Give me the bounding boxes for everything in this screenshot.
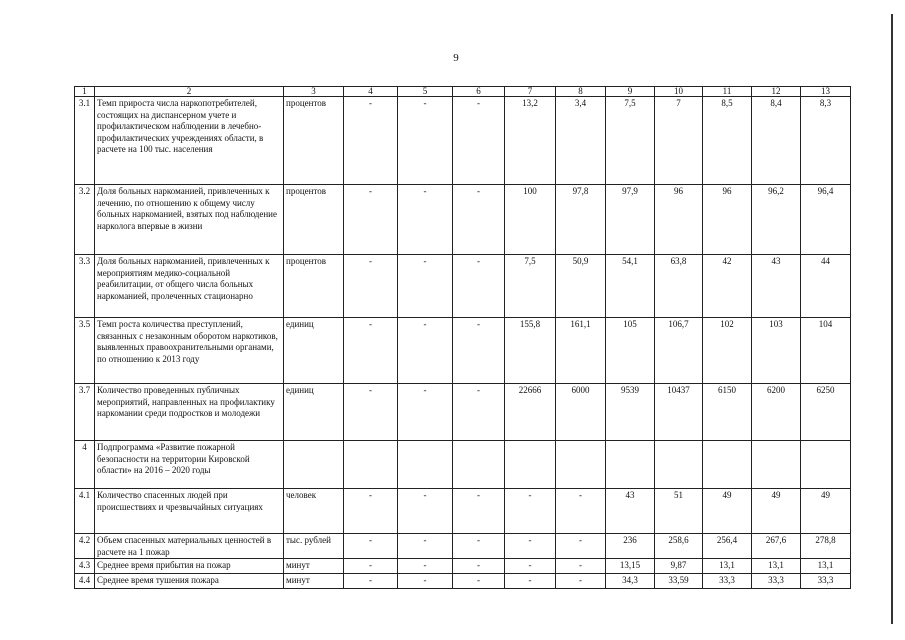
value-cell: -	[453, 574, 505, 589]
value-cell: -	[453, 559, 505, 574]
row-number: 4.1	[75, 489, 95, 534]
value-cell: 13,2	[505, 97, 556, 185]
row-number: 4.3	[75, 559, 95, 574]
value-cell: 96	[655, 185, 703, 255]
value-cell: 10437	[655, 384, 703, 441]
value-cell: 13,15	[606, 559, 655, 574]
value-cell	[505, 441, 556, 489]
value-cell: -	[505, 559, 556, 574]
value-cell	[556, 441, 606, 489]
value-cell: 9539	[606, 384, 655, 441]
value-cell: 258,6	[655, 534, 703, 559]
value-cell: -	[398, 559, 453, 574]
value-cell: 63,8	[655, 255, 703, 318]
header-cell: 9	[606, 87, 655, 97]
value-cell: 6000	[556, 384, 606, 441]
value-cell: -	[453, 534, 505, 559]
header-cell: 2	[95, 87, 284, 97]
value-cell: -	[344, 97, 398, 185]
row-number: 4	[75, 441, 95, 489]
page-number: 9	[453, 52, 459, 64]
value-cell: 96,4	[801, 185, 851, 255]
value-cell: -	[505, 489, 556, 534]
value-cell: 6200	[752, 384, 801, 441]
table-row	[75, 559, 851, 574]
table-row	[75, 384, 851, 441]
table-row	[75, 574, 851, 589]
value-cell: 13,1	[752, 559, 801, 574]
header-cell: 4	[344, 87, 398, 97]
header-cell: 7	[505, 87, 556, 97]
header-cell: 1	[75, 87, 95, 97]
value-cell: -	[453, 318, 505, 384]
indicators-table	[74, 86, 851, 589]
value-cell	[453, 441, 505, 489]
value-cell: 8,4	[752, 97, 801, 185]
value-cell: -	[344, 185, 398, 255]
indicator-name: Количество спасенных людей при происшествиях и чрезвычайных ситуациях	[95, 489, 284, 534]
value-cell: -	[344, 255, 398, 318]
value-cell: -	[453, 489, 505, 534]
value-cell: -	[398, 384, 453, 441]
header-cell: 13	[801, 87, 851, 97]
value-cell: 43	[606, 489, 655, 534]
value-cell: -	[556, 574, 606, 589]
unit-cell: единиц	[284, 384, 344, 441]
value-cell: 6250	[801, 384, 851, 441]
value-cell: 103	[752, 318, 801, 384]
value-cell: -	[398, 489, 453, 534]
header-row	[75, 87, 851, 97]
value-cell	[606, 441, 655, 489]
value-cell: 267,6	[752, 534, 801, 559]
unit-cell	[284, 441, 344, 489]
value-cell: 33,59	[655, 574, 703, 589]
table-row	[75, 255, 851, 318]
value-cell: -	[398, 574, 453, 589]
header-cell: 12	[752, 87, 801, 97]
indicator-name: Объем спасенных материальных ценностей в расчете на 1 пожар	[95, 534, 284, 559]
unit-cell: единиц	[284, 318, 344, 384]
value-cell: -	[556, 534, 606, 559]
value-cell: 42	[703, 255, 752, 318]
value-cell: 97,8	[556, 185, 606, 255]
value-cell: -	[453, 255, 505, 318]
header-cell: 10	[655, 87, 703, 97]
header-cell: 11	[703, 87, 752, 97]
value-cell: 43	[752, 255, 801, 318]
value-cell: 33,3	[752, 574, 801, 589]
value-cell: 104	[801, 318, 851, 384]
value-cell: 33,3	[703, 574, 752, 589]
value-cell: -	[344, 559, 398, 574]
value-cell: 7,5	[606, 97, 655, 185]
value-cell: -	[398, 97, 453, 185]
row-number: 3.5	[75, 318, 95, 384]
row-number: 3.1	[75, 97, 95, 185]
value-cell: 3,4	[556, 97, 606, 185]
indicator-name: Среднее время прибытия на пожар	[95, 559, 284, 574]
value-cell: 49	[752, 489, 801, 534]
unit-cell: процентов	[284, 97, 344, 185]
value-cell: 9,87	[655, 559, 703, 574]
indicator-name: Количество проведенных публичных мероприятий, направленных на профилактику наркомании среди подростков и молодежи	[95, 384, 284, 441]
value-cell	[398, 441, 453, 489]
value-cell: 54,1	[606, 255, 655, 318]
value-cell: 161,1	[556, 318, 606, 384]
unit-cell: минут	[284, 559, 344, 574]
value-cell: -	[398, 255, 453, 318]
row-number: 3.7	[75, 384, 95, 441]
indicator-name: Темп прироста числа наркопотребителей, состоящих на диспансерном учете и профилактическом наблюдении в лечебно-профилактических учреждениях области, в расчете на 100 тыс. населения	[95, 97, 284, 185]
value-cell: 13,1	[801, 559, 851, 574]
row-number: 4.4	[75, 574, 95, 589]
value-cell: -	[453, 97, 505, 185]
value-cell: 7,5	[505, 255, 556, 318]
value-cell: -	[344, 534, 398, 559]
value-cell: -	[344, 384, 398, 441]
value-cell: 49	[703, 489, 752, 534]
value-cell: -	[453, 384, 505, 441]
value-cell: -	[453, 185, 505, 255]
value-cell: 8,3	[801, 97, 851, 185]
table-row	[75, 441, 851, 489]
value-cell: 105	[606, 318, 655, 384]
row-number: 3.2	[75, 185, 95, 255]
table-row	[75, 185, 851, 255]
value-cell	[801, 441, 851, 489]
unit-cell: человек	[284, 489, 344, 534]
value-cell	[655, 441, 703, 489]
value-cell: 106,7	[655, 318, 703, 384]
page-edge-rule	[891, 14, 893, 624]
indicator-name: Подпрограмма «Развитие пожарной безопасности на территории Кировской области» на 2016 – 2020 годы	[95, 441, 284, 489]
unit-cell: процентов	[284, 185, 344, 255]
value-cell: 155,8	[505, 318, 556, 384]
value-cell: 33,3	[801, 574, 851, 589]
value-cell: 100	[505, 185, 556, 255]
indicator-name: Среднее время тушения пожара	[95, 574, 284, 589]
value-cell: -	[556, 489, 606, 534]
unit-cell: тыс. рублей	[284, 534, 344, 559]
row-number: 3.3	[75, 255, 95, 318]
value-cell: 97,9	[606, 185, 655, 255]
indicator-name: Темп роста количества преступлений, связанных с незаконным оборотом наркотиков, выявленных правоохранительными органами, по отношению к 2013 году	[95, 318, 284, 384]
value-cell: 51	[655, 489, 703, 534]
value-cell: -	[505, 574, 556, 589]
value-cell: -	[344, 574, 398, 589]
value-cell: -	[344, 318, 398, 384]
indicator-name: Доля больных наркоманией, привлеченных к мероприятиям медико-социальной реабилитации, от общего числа больных наркоманией, пролеченных стационарно	[95, 255, 284, 318]
value-cell: 278,8	[801, 534, 851, 559]
header-cell: 5	[398, 87, 453, 97]
value-cell	[344, 441, 398, 489]
value-cell: 236	[606, 534, 655, 559]
value-cell: 7	[655, 97, 703, 185]
value-cell: 50,9	[556, 255, 606, 318]
value-cell: 8,5	[703, 97, 752, 185]
value-cell: 22666	[505, 384, 556, 441]
value-cell: -	[398, 185, 453, 255]
indicator-name: Доля больных наркоманией, привлеченных к лечению, по отношению к общему числу больных наркоманией, взятых под наблюдение нарколога впервые в жизни	[95, 185, 284, 255]
header-cell: 6	[453, 87, 505, 97]
table-row	[75, 534, 851, 559]
value-cell: 44	[801, 255, 851, 318]
table-row	[75, 489, 851, 534]
value-cell: -	[505, 534, 556, 559]
value-cell: 13,1	[703, 559, 752, 574]
header-cell: 8	[556, 87, 606, 97]
value-cell: -	[398, 534, 453, 559]
value-cell: -	[556, 559, 606, 574]
value-cell: -	[344, 489, 398, 534]
unit-cell: процентов	[284, 255, 344, 318]
unit-cell: минут	[284, 574, 344, 589]
value-cell	[752, 441, 801, 489]
table-row	[75, 97, 851, 185]
value-cell	[703, 441, 752, 489]
row-number: 4.2	[75, 534, 95, 559]
value-cell: 96,2	[752, 185, 801, 255]
value-cell: -	[398, 318, 453, 384]
value-cell: 49	[801, 489, 851, 534]
value-cell: 102	[703, 318, 752, 384]
value-cell: 96	[703, 185, 752, 255]
header-cell: 3	[284, 87, 344, 97]
value-cell: 34,3	[606, 574, 655, 589]
value-cell: 256,4	[703, 534, 752, 559]
table-row	[75, 318, 851, 384]
value-cell: 6150	[703, 384, 752, 441]
